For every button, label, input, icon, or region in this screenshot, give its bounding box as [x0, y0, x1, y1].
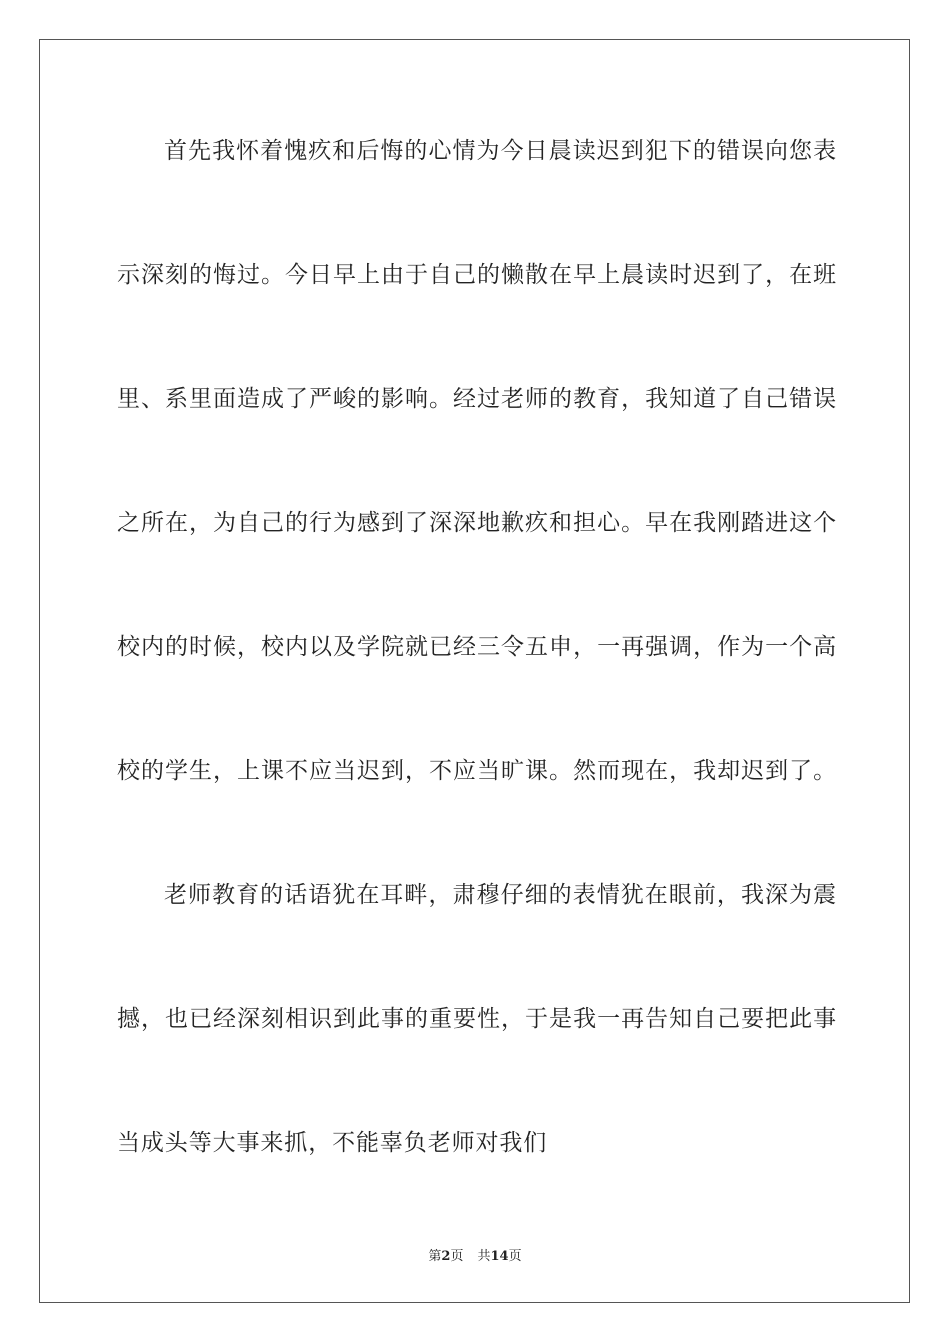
total-page-number: 14 — [490, 1249, 509, 1264]
paragraph-1-line-6: 校的学生，上课不应当迟到，不应当旷课。然而现在，我却迟到了。 — [117, 758, 837, 784]
page-label-prefix: 第 — [428, 1249, 442, 1264]
page-footer — [0, 1249, 950, 1265]
current-page-number: 2 — [441, 1249, 451, 1264]
paragraph-2-line-3: 当成头等大事来抓，不能辜负老师对我们 — [117, 1130, 548, 1156]
paragraph-1-line-5: 校内的时候，校内以及学院就已经三令五申，一再强调，作为一个高 — [117, 634, 837, 660]
paragraph-1-line-4: 之所在，为自己的行为感到了深深地歉疚和担心。早在我刚踏进这个 — [117, 510, 837, 536]
total-label-prefix: 共 — [477, 1249, 491, 1264]
total-label-suffix: 页 — [508, 1249, 522, 1264]
paragraph-2-line-2: 撼，也已经深刻相识到此事的重要性，于是我一再告知自己要把此事 — [117, 1006, 837, 1032]
page-border — [39, 39, 910, 1303]
page-label-suffix: 页 — [450, 1249, 464, 1264]
paragraph-1-line-2: 示深刻的悔过。今日早上由于自己的懒散在早上晨读时迟到了，在班 — [117, 262, 837, 288]
paragraph-1-line-1: 首先我怀着愧疚和后悔的心情为今日晨读迟到犯下的错误向您表 — [164, 138, 837, 164]
paragraph-2-line-1: 老师教育的话语犹在耳畔，肃穆仔细的表情犹在眼前，我深为震 — [164, 882, 837, 908]
paragraph-1-line-3: 里、系里面造成了严峻的影响。经过老师的教育，我知道了自己错误 — [117, 386, 837, 412]
